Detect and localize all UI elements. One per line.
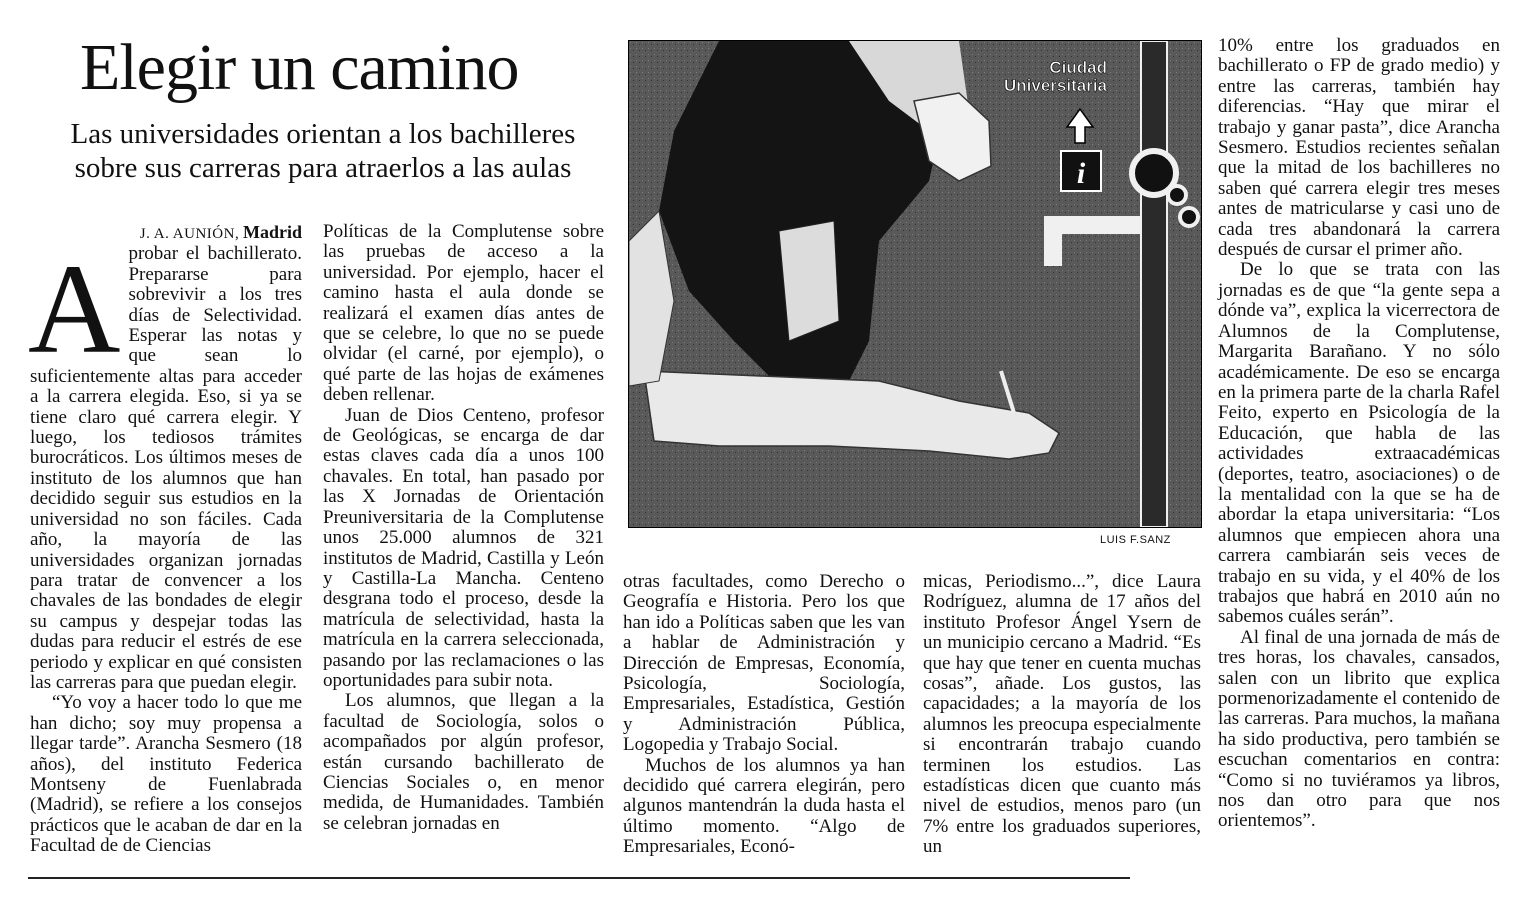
subhead-line-2: sobre sus carreras para atraerlos a las aulas	[74, 152, 572, 184]
paragraph: Muchos de los alumnos ya han decidido qué carrera elegirán, pero algunos mantendrán la duda hasta el último momento. “Algo de Empresariales, Econó-	[623, 754, 905, 858]
paragraph: otras facultades, como Derecho o Geografía e Historia. Pero los que han ido a Políticas saben que les van a hablar de Administración y Dirección de Empresas, Economía, Psicología, Sociología, Empresariales, Estadística, Gestión y Administración Pública, Logopedia y Trabajo Social.	[623, 571, 905, 756]
paragraph: Al final de una jornada de más de tres horas, los chavales, cansados, salen con un librito que explica pormenorizadamente el contenido de las carreras. Para muchos, la mañana ha sido productiva, pero también se escuchan comentarios en contra: “Como si no tuviéramos ya libros, nos dan otro para que nos orientemos”.	[1218, 626, 1500, 832]
headline: Elegir un camino	[80, 31, 519, 104]
illustration	[628, 40, 1202, 528]
info-sign-glyph: i	[1076, 157, 1086, 190]
paragraph: De lo que se trata con las jornadas es de que “la gente sepa a dónde va”, explica la vicerrectora de Alumnos de la Complutense, Margarita Barañano. Y no sólo académicamente. De eso se encarga en la primera parte de la charla Rafel Feito, experto en Psicología de la Educación, que habla de las actividades extraacadémicas (deportes, teatro, asociaciones) o de la mentalidad con la que se ha de abordar la etapa universitaria: “Los alumnos que empiecen ahora una carrera cambiarán seis veces de trabajo en su vida, y el 40% de los trabajos que habrá en 2010 aún no sabemos cuáles serán”.	[1218, 259, 1500, 628]
paragraph: Juan de Dios Centeno, profesor de Geológicas, se encarga de dar estas claves cada día a unos 100 chavales. En total, han pasado por las X Jornadas de Orientación Preuniversitaria de la Complutense unos 25.000 alumnos de 321 institutos de Madrid, Castilla y León y Castilla-La Mancha. Centeno desgrana todo el proceso, desde la matrícula de selectividad, hasta la matrícula en la carrera seleccionada, pasando por las reclamaciones o las oportunidades para subir nota.	[323, 404, 604, 691]
byline-author: J. A. AUNIÓN,	[139, 226, 240, 242]
sign-label-universitaria: Universitaria	[1004, 76, 1107, 95]
article-column-1	[30, 222, 302, 857]
subhead-line-1: Las universidades orientan a los bachilleres	[70, 118, 576, 150]
paragraph	[28, 238, 302, 693]
photo-credit: LUIS F.SANZ	[1100, 534, 1171, 546]
subheadline	[28, 117, 618, 185]
paragraph: 10% entre los graduados en bachillerato o FP de grado medio) y entre las carreras, también hay diferencias. “Hay que mirar el trabajo y ganar pasta”, dice Arancha Sesmero. Estudios recientes señalan que la mitad de los bachilleres no saben qué carrera elegir tres meses antes de matricularse y casi uno de cada tres abandonará la carrera después de cursar el primer año.	[1218, 35, 1500, 261]
article-column-2	[323, 222, 604, 834]
article-column-5	[1218, 36, 1500, 832]
paragraph: “Yo voy a hacer todo lo que me han dicho; soy muy propensa a llegar tarde”. Arancha Sesmero (18 años), del instituto Federica Montseny de Fuenlabrada (Madrid), se refiere a los consejos prácticos que le acaban de dar en la Facultad de de Ciencias	[30, 692, 302, 857]
sign-label-ciudad: Ciudad	[1049, 58, 1107, 77]
drop-cap: A	[28, 238, 121, 381]
illustration-drawing	[629, 41, 1201, 527]
paragraph: micas, Periodismo...”, dice Laura Rodríguez, alumna de 17 años del instituto Profesor Ángel Ysern de un municipio cercano a Madrid. “Es que hay que tener en cuenta muchas cosas”, añade. Los gustos, las capacidades; a la mayoría de los alumnos les preocupa especialmente si encontrarán trabajo cuando terminen los estudios. Las estadísticas dicen que cuanto más nivel de estudios, menos paro (un 7% entre los graduados superiores, un	[923, 571, 1201, 858]
article-column-4	[923, 572, 1201, 858]
bottom-rule	[28, 877, 1130, 879]
paragraph-text: probar el bachillerato. Prepararse para sobrevivir a los tres días de Selectividad. Esperar las notas y que sean lo suficientemente altas para acceder a la carrera elegida. Eso, si ya se tiene claro qué carrera elegir. Y luego, los tediosos trámites burocráticos. Los últimos meses de instituto de los alumnos que han decidido seguir sus estudios en la universidad no son fáciles. Cada año, la mayoría de las universidades organizan jornadas para tratar de convencer a los chavales de las bondades de elegir su campus y despejar todas las dudas para reducir el estrés de ese periodo y explicar en qué consisten las carreras para que puedan elegir.	[30, 243, 302, 693]
article-column-3	[623, 572, 905, 858]
byline-city: Madrid	[242, 222, 302, 242]
paragraph: Políticas de la Complutense sobre las pruebas de acceso a la universidad. Por ejemplo, hacer el camino hasta el aula donde se realizará el examen días antes de que se celebre, lo que no se puede olvidar (el carné, por ejemplo), o qué parte de las hojas de exámenes deben rellenar.	[323, 221, 604, 406]
paragraph: Los alumnos, que llegan a la facultad de Sociología, solos o acompañados por algún profesor, están cursando bachillerato de Ciencias Sociales o, en menor medida, de Humanidades. También se celebran jornadas en	[323, 690, 604, 834]
